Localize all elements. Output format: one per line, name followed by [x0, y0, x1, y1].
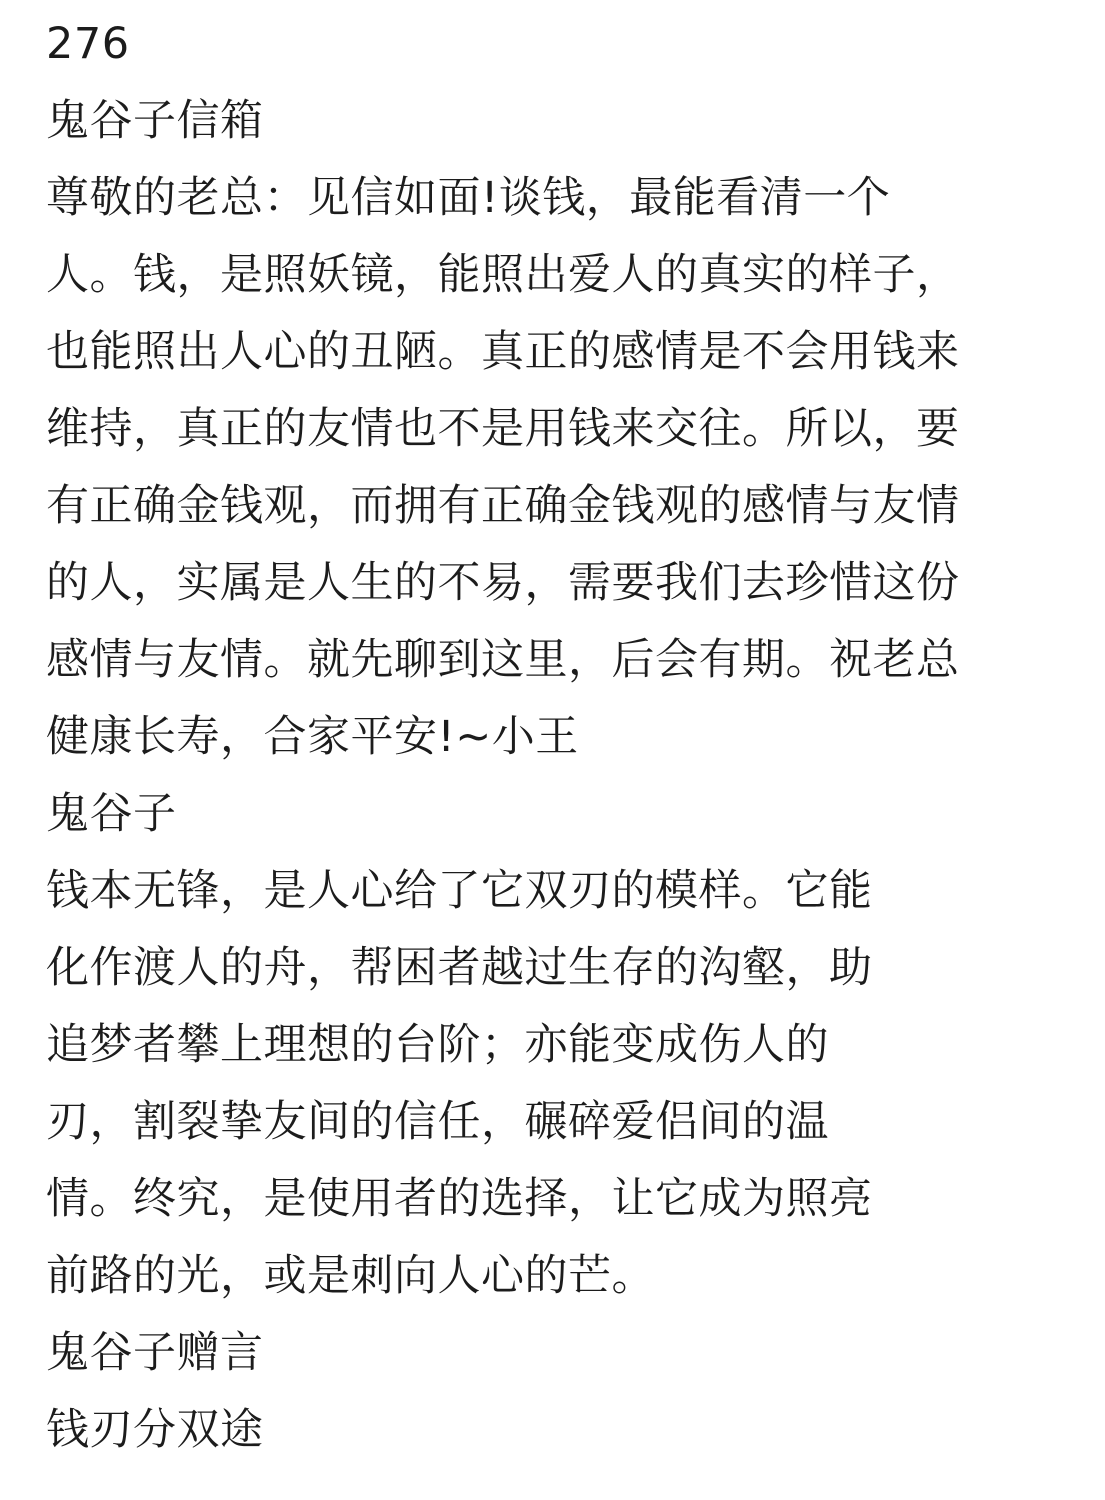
reply-line: 化作渡人的舟，帮困者越过生存的沟壑，助: [46, 943, 873, 993]
reply-line: 追梦者攀上理想的台阶；亦能变成伤人的: [46, 1020, 829, 1070]
letter-line: 有正确金钱观，而拥有正确金钱观的感情与友情: [46, 481, 960, 531]
reply-line: 情。终究，是使用者的选择，让它成为照亮: [46, 1174, 873, 1224]
letter-line: 尊敬的老总：见信如面!谈钱，最能看清一个: [46, 173, 891, 223]
gift-text: 钱刃分双途: [46, 1405, 264, 1455]
reply-line: 刃，割裂挚友间的信任，碾碎爱侣间的温: [46, 1097, 829, 1147]
letter-line: 维持，真正的友情也不是用钱来交往。所以，要: [46, 404, 960, 454]
reply-line: 钱本无锋，是人心给了它双刃的模样。它能: [46, 866, 873, 916]
letter-line: 人。钱，是照妖镜，能照出爱人的真实的样子，: [46, 250, 960, 300]
letter-line: 也能照出人心的丑陋。真正的感情是不会用钱来: [46, 327, 960, 377]
post-number: 276: [46, 19, 130, 69]
gift-title: 鬼谷子赠言: [46, 1328, 264, 1378]
reply-author: 鬼谷子: [46, 789, 177, 839]
letter-line: 感情与友情。就先聊到这里，后会有期。祝老总: [46, 635, 960, 685]
letter-line: 健康长寿，合家平安!~小王: [46, 712, 579, 762]
reply-line: 前路的光，或是刺向人心的芒。: [46, 1251, 655, 1301]
mailbox-title: 鬼谷子信箱: [46, 96, 264, 146]
letter-line: 的人，实属是人生的不易，需要我们去珍惜这份: [46, 558, 960, 608]
